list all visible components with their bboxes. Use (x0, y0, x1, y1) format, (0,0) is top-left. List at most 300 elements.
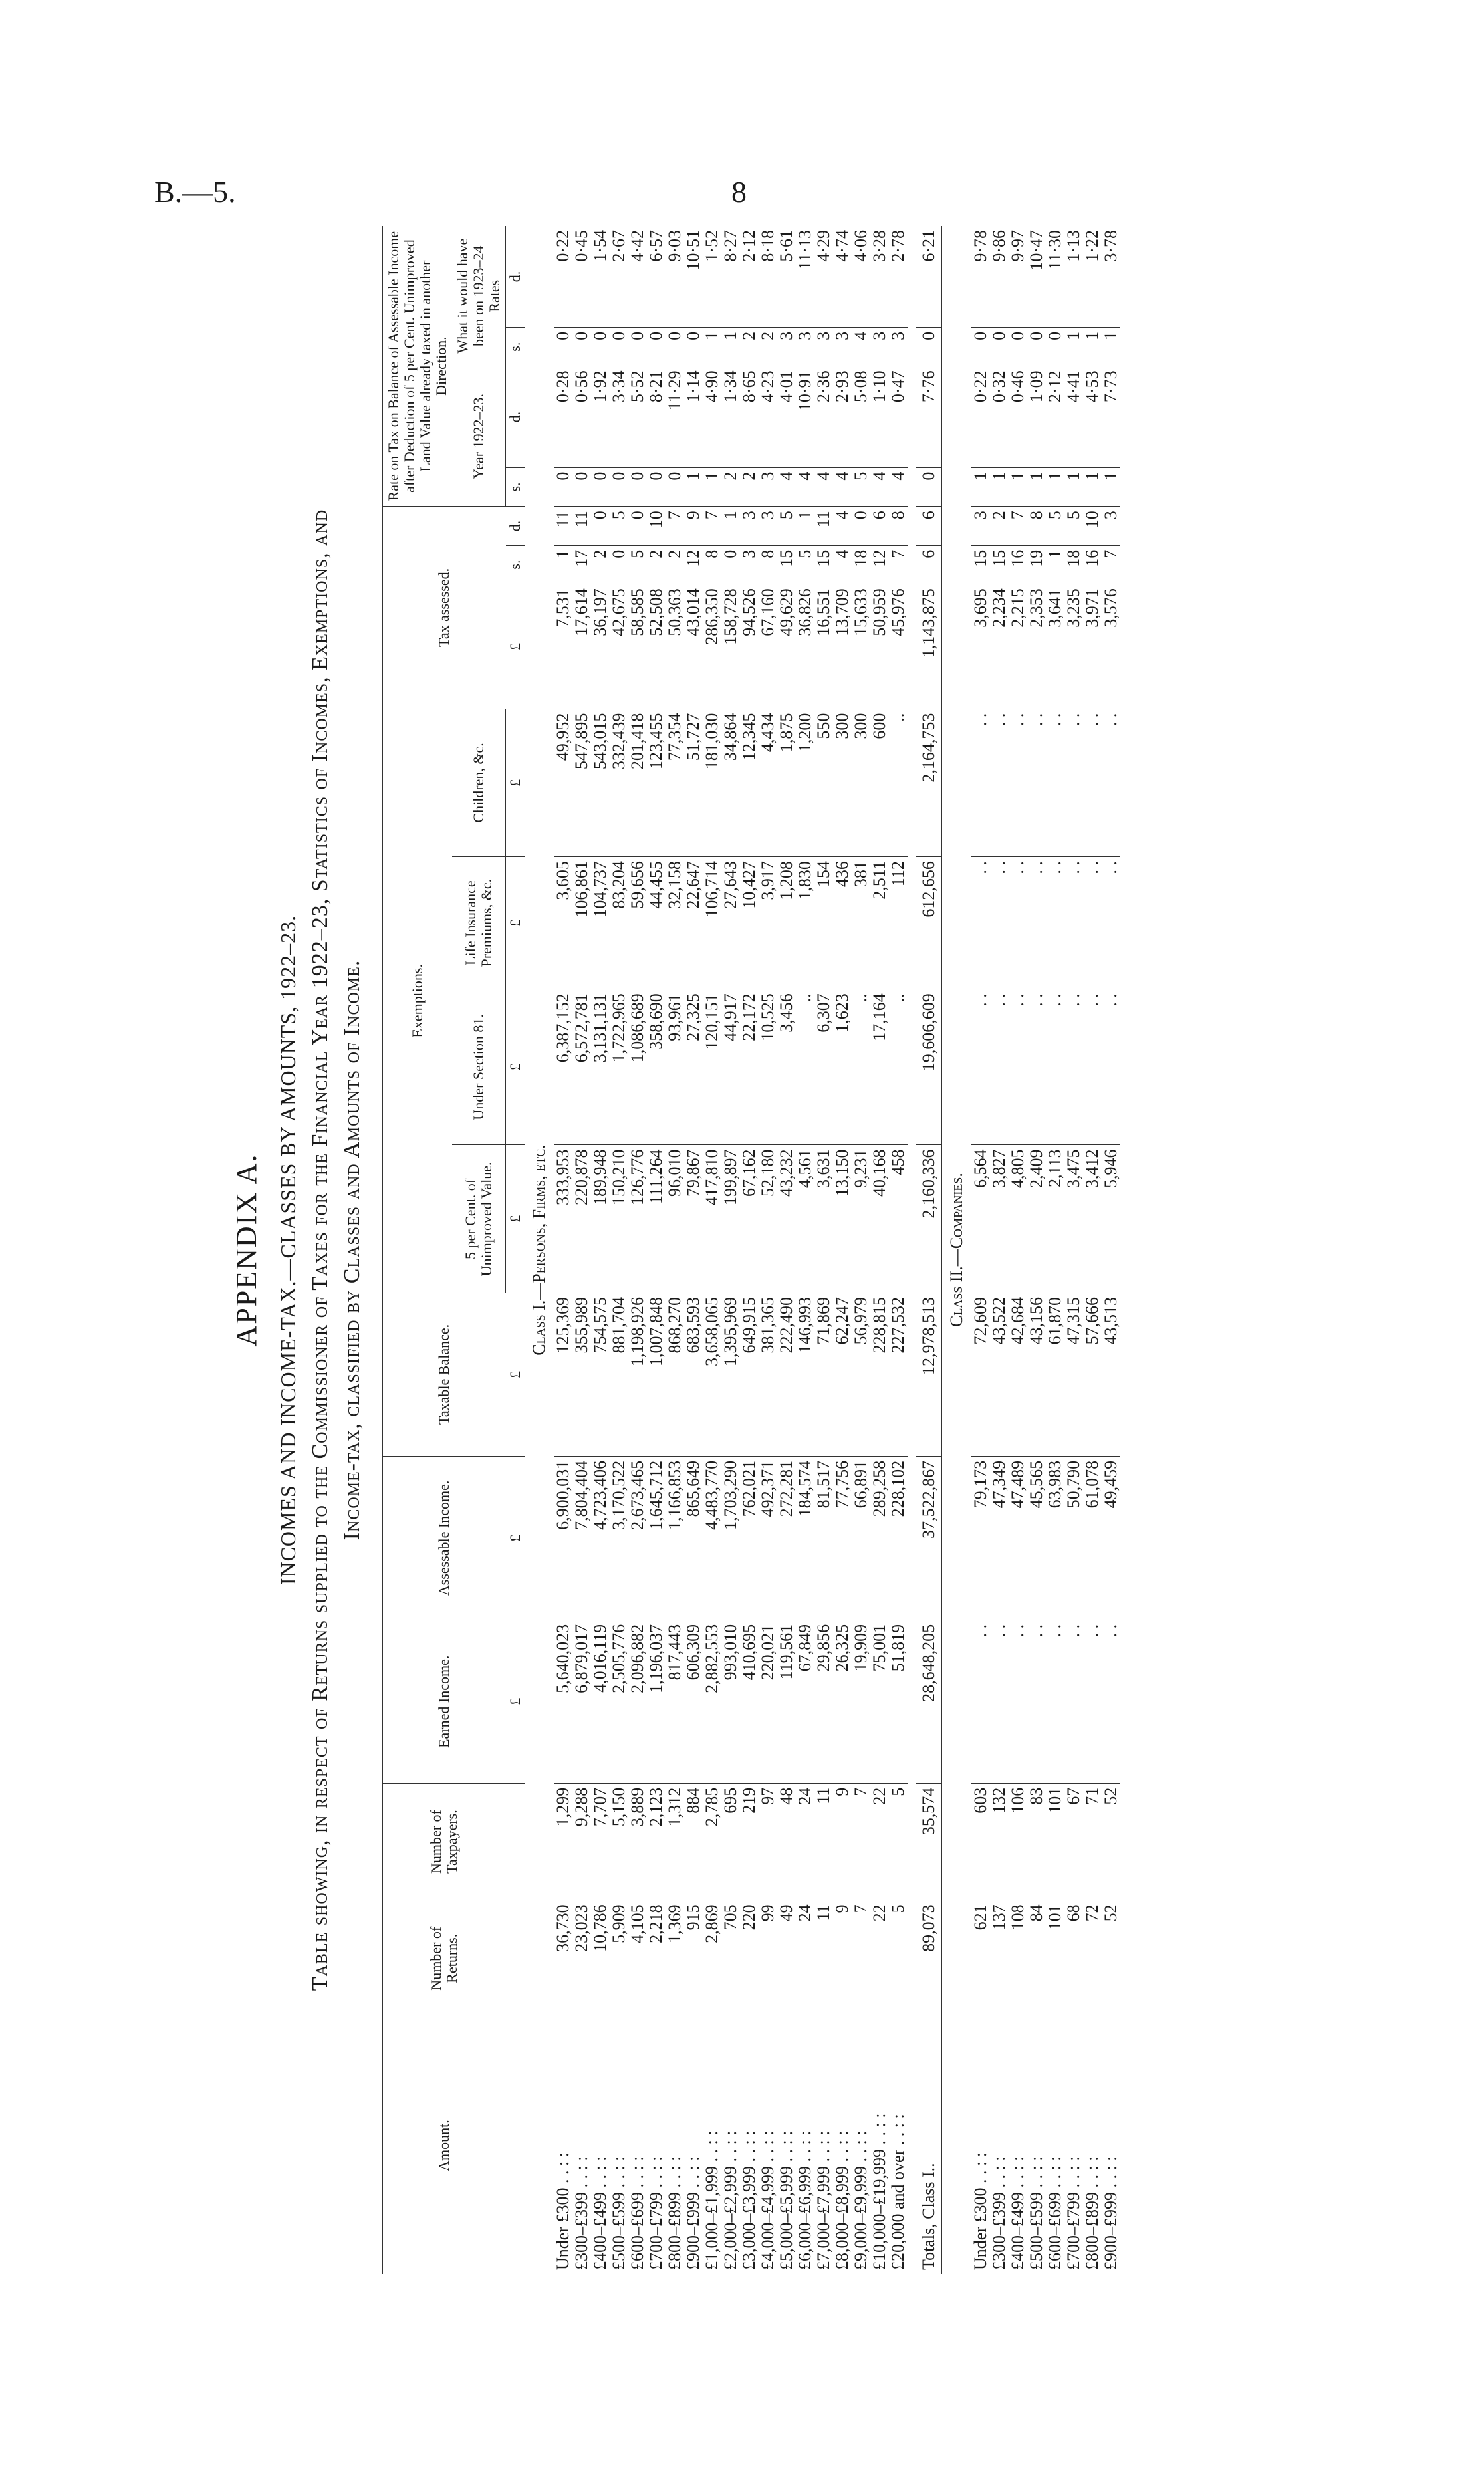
tax-shillings-cell: 18 (1064, 545, 1083, 584)
tax-shillings-cell: 16 (1083, 545, 1102, 584)
returns-cell: 2,869 (703, 1900, 721, 2017)
taxable-balance-cell: 43,522 (990, 1293, 1009, 1456)
rate-2324-shillings-cell: 0 (572, 327, 591, 366)
rate-2223-pence-cell: 0·22 (971, 366, 990, 467)
unit-shillings: s. (506, 467, 525, 507)
taxpayers-cell: 5,150 (610, 1783, 628, 1900)
life-insurance-cell: . . (1027, 857, 1046, 989)
rate-2324-shillings-cell: 3 (833, 327, 852, 366)
header-returns: Number of Returns. (383, 1900, 506, 2017)
rate-2223-pence-cell: 4·53 (1083, 366, 1102, 467)
rate-2223-pence-cell: 1·09 (1027, 366, 1046, 467)
five-percent-cell: 43,232 (777, 1145, 796, 1293)
section-81-cell: 6,387,152 (554, 989, 572, 1145)
taxpayers-cell: 106 (1009, 1783, 1027, 1900)
amount-cell: £2,000–£2,999 . . : : (721, 2130, 740, 2270)
children-cell: 550 (814, 709, 833, 857)
five-percent-cell: 9,231 (852, 1145, 870, 1293)
header-rate: Rate on Tax on Balance of Assessable Income after Deduction of 5 per Cent. Unimproved Land Value already taxed in another Direction. (383, 226, 453, 507)
rate-2223-pence-cell: 10·91 (796, 366, 814, 467)
returns-cell: 23,023 (572, 1900, 591, 2017)
tax-shillings-cell: 2 (666, 545, 684, 584)
earned-income-cell: 51,819 (889, 1620, 908, 1783)
taxpayers-cell: 97 (759, 1783, 777, 1900)
rate-2223-shillings-cell: 1 (1046, 467, 1064, 507)
table-row (777, 226, 796, 2274)
five-percent-cell: 3,631 (814, 1145, 833, 1293)
unit-shillings: s. (506, 545, 525, 584)
life-insurance-cell: 3,605 (554, 857, 572, 989)
header-exemptions: Exemptions. (383, 709, 453, 1293)
earned-income-cell: . . (1102, 1620, 1120, 1783)
section-81-cell: . . (1102, 989, 1120, 1145)
taxable-balance-cell: 227,532 (889, 1293, 908, 1456)
taxable-balance-cell: 57,666 (1083, 1293, 1102, 1456)
assessable-income-cell: 49,459 (1102, 1456, 1120, 1620)
taxpayers-cell: 7,707 (591, 1783, 610, 1900)
tax-pence-cell: 3 (971, 507, 990, 546)
page-reference: B.—5. (154, 175, 236, 209)
tax-pence-cell: 10 (1083, 507, 1102, 546)
rate-2223-shillings-cell: 1 (1102, 467, 1120, 507)
tax-shillings-cell: 1 (1046, 545, 1064, 584)
five-percent-cell: 67,162 (740, 1145, 759, 1293)
section-81-cell: . . (1009, 989, 1027, 1145)
taxable-balance-cell: 125,369 (554, 1293, 572, 1456)
earned-income-cell: 2,096,882 (628, 1620, 647, 1783)
tax-pence-cell: 1 (796, 507, 814, 546)
amount-cell: £9,000–£9,999 . . : : (851, 2130, 870, 2270)
returns-cell: 24 (796, 1900, 814, 2017)
earned-income-cell: . . (1083, 1620, 1102, 1783)
tax-shillings-cell: 18 (852, 545, 870, 584)
tax-pounds-cell: 16,551 (814, 584, 833, 709)
tax-pounds-cell: 158,728 (721, 584, 740, 709)
rate-2324-pence-cell: 9·86 (990, 226, 1009, 327)
assessable-income-cell: 61,078 (1083, 1456, 1102, 1620)
tax-pounds-cell: 3,695 (971, 584, 990, 709)
tax-shillings-cell: 4 (833, 545, 852, 584)
rate-2324-pence-cell: 2·67 (610, 226, 628, 327)
life-insurance-cell: 436 (833, 857, 852, 989)
rate-2324-pence-cell: 4·42 (628, 226, 647, 327)
section-81-cell: 1,086,689 (628, 989, 647, 1145)
tax-pounds-cell: 43,014 (684, 584, 703, 709)
section-title-row (525, 226, 554, 2274)
rate-2324-pence-cell: 9·97 (1009, 226, 1027, 327)
rate-2223-pence-cell: 0·56 (572, 366, 591, 467)
unit-pence: d. (506, 507, 525, 546)
returns-cell: 72 (1083, 1900, 1102, 2017)
tax-shillings-cell: 5 (628, 545, 647, 584)
five-percent-cell: 150,210 (610, 1145, 628, 1293)
rate-2324-shillings-cell: 1 (703, 327, 721, 366)
taxpayers-cell: 9,288 (572, 1783, 591, 1900)
rate-2324-pence-cell: 1·22 (1083, 226, 1102, 327)
life-insurance-cell: 83,204 (610, 857, 628, 989)
children-cell: 49,952 (554, 709, 572, 857)
rate-2324-shillings-cell: 0 (1009, 327, 1027, 366)
rate-2324-pence-cell: 3·28 (870, 226, 889, 327)
rate-2223-shillings-cell: 0 (647, 467, 666, 507)
rate-2324-pence-cell: 10·47 (1027, 226, 1046, 327)
five-percent-cell: 126,776 (628, 1145, 647, 1293)
assessable-income-cell: 1,645,712 (647, 1456, 666, 1620)
taxpayers-cell: 2,123 (647, 1783, 666, 1900)
taxable-balance-cell: 56,979 (852, 1293, 870, 1456)
rate-2324-pence-cell: 4·06 (852, 226, 870, 327)
taxable-balance-cell: 381,365 (759, 1293, 777, 1456)
taxpayers-cell: 219 (740, 1783, 759, 1900)
rate-2324-shillings-cell: 2 (759, 327, 777, 366)
assessable-income-cell: 6,900,031 (554, 1456, 572, 1620)
rate-2223-shillings-cell: 4 (814, 467, 833, 507)
assessable-income-cell: 47,489 (1009, 1456, 1027, 1620)
table-row (852, 226, 870, 2274)
rate-2223-shillings-cell: 1 (1064, 467, 1083, 507)
unit-shillings: s. (506, 327, 525, 366)
tax-pounds-cell: 3,576 (1102, 584, 1120, 709)
earned-income-cell: 993,010 (721, 1620, 740, 1783)
table-row (1102, 226, 1120, 2274)
amount-cell: £3,000–£3,999 . . : : (739, 2130, 759, 2270)
table-row (684, 226, 703, 2274)
tax-pounds-cell: 50,363 (666, 584, 684, 709)
tax-pounds-cell: 3,641 (1046, 584, 1064, 709)
earned-income-cell: . . (1027, 1620, 1046, 1783)
header-taxable-balance: Taxable Balance. (383, 1293, 506, 1456)
taxable-balance-cell: 3,658,065 (703, 1293, 721, 1456)
children-cell: 300 (833, 709, 852, 857)
life-insurance-cell: 104,737 (591, 857, 610, 989)
five-percent-cell: 3,827 (990, 1145, 1009, 1293)
tax-pence-cell: 7 (703, 507, 721, 546)
five-percent-cell: 3,475 (1064, 1145, 1083, 1293)
table-row (990, 226, 1009, 2274)
five-percent-cell: 2,160,336 (916, 1145, 942, 1293)
section-81-cell: 6,572,781 (572, 989, 591, 1145)
amount-cell: £800–£899 . . : : (665, 2156, 684, 2270)
tax-pence-cell: 11 (814, 507, 833, 546)
section-81-cell: 358,690 (647, 989, 666, 1145)
five-percent-cell: 3,412 (1083, 1145, 1102, 1293)
earned-income-cell: 119,561 (777, 1620, 796, 1783)
section-81-cell: 3,131,131 (591, 989, 610, 1145)
life-insurance-cell: 381 (852, 857, 870, 989)
life-insurance-cell: 154 (814, 857, 833, 989)
taxpayers-cell: 5 (889, 1783, 908, 1900)
rate-2324-shillings-cell: 1 (1102, 327, 1120, 366)
rate-2223-pence-cell: 1·14 (684, 366, 703, 467)
tax-pounds-cell: 94,526 (740, 584, 759, 709)
table-row (796, 226, 814, 2274)
taxable-balance-cell: 1,198,926 (628, 1293, 647, 1456)
taxpayers-cell: 83 (1027, 1783, 1046, 1900)
tax-shillings-cell: 3 (740, 545, 759, 584)
header-1923-24-rates: What it would have been on 1923–24 Rates (452, 226, 506, 366)
amount-cell: £600–£699 . . : : (1045, 2156, 1064, 2270)
tax-pence-cell: 11 (554, 507, 572, 546)
amount-cell: £300–£399 . . : : (572, 2156, 591, 2270)
taxpayers-cell: 101 (1046, 1783, 1064, 1900)
children-cell: 123,455 (647, 709, 666, 857)
taxable-balance-cell: 61,870 (1046, 1293, 1064, 1456)
section-81-cell: . . (1046, 989, 1064, 1145)
section-81-cell: 19,606,609 (916, 989, 942, 1145)
section-81-cell: . . (1083, 989, 1102, 1145)
tax-shillings-cell: 15 (777, 545, 796, 584)
caption-line-1: Table showing, in respect of Returns supplied to the Commissioner of Taxes for the Financial Year 1922–23, Statistics of Incomes, Exemptions, and (308, 509, 332, 1991)
section-81-cell: 22,172 (740, 989, 759, 1145)
children-cell: . . (1009, 709, 1027, 857)
unit-pence: d. (506, 366, 525, 467)
section-title: Class II.—Companies. (947, 1173, 966, 1327)
rate-2324-pence-cell: 8·18 (759, 226, 777, 327)
assessable-income-cell: 762,021 (740, 1456, 759, 1620)
rate-2324-pence-cell: 1·13 (1064, 226, 1083, 327)
amount-cell: £500–£599 . . : : (1027, 2156, 1046, 2270)
rate-2223-pence-cell: 1·34 (721, 366, 740, 467)
tax-pounds-cell: 42,675 (610, 584, 628, 709)
five-percent-cell: 417,810 (703, 1145, 721, 1293)
children-cell: 1,875 (777, 709, 796, 857)
tax-pence-cell: 1 (721, 507, 740, 546)
rate-2223-pence-cell: 4·01 (777, 366, 796, 467)
section-81-cell: .. (852, 989, 870, 1145)
tax-shillings-cell: 15 (990, 545, 1009, 584)
section-81-cell: .. (889, 989, 908, 1145)
section-81-cell: 27,325 (684, 989, 703, 1145)
rate-2223-pence-cell: 2·93 (833, 366, 852, 467)
rate-2324-pence-cell: 5·61 (777, 226, 796, 327)
rate-2223-pence-cell: 0·46 (1009, 366, 1027, 467)
rate-2324-shillings-cell: 3 (777, 327, 796, 366)
tax-shillings-cell: 17 (572, 545, 591, 584)
taxpayers-cell: 695 (721, 1783, 740, 1900)
tax-pounds-cell: 2,215 (1009, 584, 1027, 709)
life-insurance-cell: 112 (889, 857, 908, 989)
rate-2324-shillings-cell: 4 (852, 327, 870, 366)
header-taxpayers: Number of Taxpayers. (383, 1783, 506, 1900)
returns-cell: 10,786 (591, 1900, 610, 2017)
tax-pence-cell: 5 (1046, 507, 1064, 546)
tax-pounds-cell: 67,160 (759, 584, 777, 709)
amount-cell: £10,000–£19,999 . . : : (870, 2113, 889, 2270)
earned-income-cell: 606,309 (684, 1620, 703, 1783)
assessable-income-cell: 4,723,406 (591, 1456, 610, 1620)
caption-line-2: Income-tax, classified by Classes and Amounts of Income. (340, 959, 364, 1541)
tax-pounds-cell: 15,633 (852, 584, 870, 709)
returns-cell: 7 (852, 1900, 870, 2017)
returns-cell: 36,730 (554, 1900, 572, 2017)
five-percent-cell: 40,168 (870, 1145, 889, 1293)
rate-2324-pence-cell: 9·03 (666, 226, 684, 327)
life-insurance-cell: . . (1083, 857, 1102, 989)
earned-income-cell: 28,648,205 (916, 1620, 942, 1783)
rate-2324-shillings-cell: 0 (610, 327, 628, 366)
header-tax-assessed: Tax assessed. (383, 507, 506, 709)
tax-shillings-cell: 5 (796, 545, 814, 584)
amount-cell: £8,000–£8,999 . . : : (832, 2130, 852, 2270)
rate-2324-shillings-cell: 0 (647, 327, 666, 366)
tax-pence-cell: 3 (759, 507, 777, 546)
life-insurance-cell: . . (971, 857, 990, 989)
earned-income-cell: 75,001 (870, 1620, 889, 1783)
rate-2223-shillings-cell: 5 (852, 467, 870, 507)
rate-2223-shillings-cell: 2 (721, 467, 740, 507)
table-row (647, 226, 666, 2274)
returns-cell: 915 (684, 1900, 703, 2017)
returns-cell: 101 (1046, 1900, 1064, 2017)
returns-cell: 2,218 (647, 1900, 666, 2017)
earned-income-cell: 6,879,017 (572, 1620, 591, 1783)
assessable-income-cell: 1,703,290 (721, 1456, 740, 1620)
table-row (971, 226, 990, 2274)
section-81-cell: 3,456 (777, 989, 796, 1145)
rate-2223-pence-cell: 2·12 (1046, 366, 1064, 467)
taxable-balance-cell: 1,007,848 (647, 1293, 666, 1456)
tax-pounds-cell: 3,235 (1064, 584, 1083, 709)
children-cell: 34,864 (721, 709, 740, 857)
rate-2223-shillings-cell: 1 (1083, 467, 1102, 507)
table-row (740, 226, 759, 2274)
amount-cell: £900–£999 . . : : (683, 2156, 703, 2270)
life-insurance-cell: 44,455 (647, 857, 666, 989)
rate-2223-shillings-cell: 1 (703, 467, 721, 507)
children-cell: . . (971, 709, 990, 857)
rate-2223-pence-cell: 2·36 (814, 366, 833, 467)
taxable-balance-cell: 42,684 (1009, 1293, 1027, 1456)
section-title: Class I.—Persons, Firms, etc. (529, 1144, 549, 1356)
tax-pounds-cell: 58,585 (628, 584, 647, 709)
rate-2223-shillings-cell: 2 (740, 467, 759, 507)
assessable-income-cell: 289,258 (870, 1456, 889, 1620)
children-cell: 181,030 (703, 709, 721, 857)
tax-pounds-cell: 286,350 (703, 584, 721, 709)
table-row (554, 226, 572, 2274)
rate-2223-pence-cell: 5·08 (852, 366, 870, 467)
life-insurance-cell: 3,917 (759, 857, 777, 989)
returns-cell: 11 (814, 1900, 833, 2017)
earned-income-cell: . . (1064, 1620, 1083, 1783)
rate-2223-pence-cell: 4·90 (703, 366, 721, 467)
rate-2223-pence-cell: 5·52 (628, 366, 647, 467)
life-insurance-cell: 27,643 (721, 857, 740, 989)
taxable-balance-cell: 43,513 (1102, 1293, 1120, 1456)
rate-2324-pence-cell: 1·54 (591, 226, 610, 327)
tax-shillings-cell: 7 (889, 545, 908, 584)
rate-2223-pence-cell: 7·73 (1102, 366, 1120, 467)
tax-shillings-cell: 0 (610, 545, 628, 584)
five-percent-cell: 4,805 (1009, 1145, 1027, 1293)
earned-income-cell: 1,196,037 (647, 1620, 666, 1783)
rotated-table-area (229, 226, 1353, 2274)
rate-2324-shillings-cell: 3 (889, 327, 908, 366)
rate-2223-shillings-cell: 0 (554, 467, 572, 507)
life-insurance-cell: 106,714 (703, 857, 721, 989)
earned-income-cell: 220,021 (759, 1620, 777, 1783)
unit-pound: £ (506, 584, 525, 709)
earned-income-cell: 410,695 (740, 1620, 759, 1783)
returns-cell: 68 (1064, 1900, 1083, 2017)
tax-shillings-cell: 16 (1009, 545, 1027, 584)
table-row (833, 226, 852, 2274)
children-cell: . . (1083, 709, 1102, 857)
header-children: Children, &c. (452, 709, 506, 857)
earned-income-cell: . . (1009, 1620, 1027, 1783)
taxpayers-cell: 9 (833, 1783, 852, 1900)
taxpayers-cell: 35,574 (916, 1783, 942, 1900)
five-percent-cell: 5,946 (1102, 1145, 1120, 1293)
page-number: 8 (731, 175, 747, 209)
returns-cell: 621 (971, 1900, 990, 2017)
earned-income-cell: 29,856 (814, 1620, 833, 1783)
rate-2324-shillings-cell: 0 (916, 327, 942, 366)
tax-pounds-cell: 17,614 (572, 584, 591, 709)
assessable-income-cell: 865,649 (684, 1456, 703, 1620)
rate-2324-pence-cell: 4·29 (814, 226, 833, 327)
earned-income-cell: 67,849 (796, 1620, 814, 1783)
rate-2324-pence-cell: 1·52 (703, 226, 721, 327)
five-percent-cell: 6,564 (971, 1145, 990, 1293)
tax-pounds-cell: 52,508 (647, 584, 666, 709)
life-insurance-cell: . . (990, 857, 1009, 989)
children-cell: . . (1102, 709, 1120, 857)
unit-pound: £ (506, 857, 525, 989)
children-cell: 2,164,753 (916, 709, 942, 857)
taxable-balance-cell: 683,593 (684, 1293, 703, 1456)
rate-2324-shillings-cell: 0 (1027, 327, 1046, 366)
life-insurance-cell: . . (1009, 857, 1027, 989)
earned-income-cell: . . (1046, 1620, 1064, 1783)
amount-cell: Totals, Class I.. (916, 2017, 942, 2274)
rate-2324-shillings-cell: 0 (990, 327, 1009, 366)
tax-pounds-cell: 1,143,875 (916, 584, 942, 709)
section-81-cell: 17,164 (870, 989, 889, 1145)
totals-row (916, 226, 942, 2274)
tax-shillings-cell: 19 (1027, 545, 1046, 584)
rate-2324-shillings-cell: 3 (814, 327, 833, 366)
five-percent-cell: 199,897 (721, 1145, 740, 1293)
taxable-balance-cell: 62,247 (833, 1293, 852, 1456)
rate-2324-shillings-cell: 0 (684, 327, 703, 366)
rate-2324-shillings-cell: 0 (666, 327, 684, 366)
tax-pounds-cell: 13,709 (833, 584, 852, 709)
taxpayers-cell: 1,299 (554, 1783, 572, 1900)
table-body (506, 226, 1121, 2274)
earned-income-cell: . . (971, 1620, 990, 1783)
rate-2324-pence-cell: 11·30 (1046, 226, 1064, 327)
taxpayers-cell: 7 (852, 1783, 870, 1900)
five-percent-cell: 189,948 (591, 1145, 610, 1293)
table-row (1027, 226, 1046, 2274)
header-earned-income: Earned Income. (383, 1620, 506, 1783)
section-81-cell: 1,722,965 (610, 989, 628, 1145)
taxable-balance-cell: 754,575 (591, 1293, 610, 1456)
tax-shillings-cell: 12 (684, 545, 703, 584)
amount-cell: £4,000–£4,999 . . : : (758, 2130, 777, 2270)
rate-2324-pence-cell: 2·78 (889, 226, 908, 327)
amount-cell: £400–£499 . . : : (1008, 2156, 1027, 2270)
unit-pound: £ (506, 989, 525, 1145)
taxpayers-cell: 2,785 (703, 1783, 721, 1900)
returns-cell: 4,105 (628, 1900, 647, 2017)
assessable-income-cell: 63,983 (1046, 1456, 1064, 1620)
life-insurance-cell: . . (1102, 857, 1120, 989)
table-row (610, 226, 628, 2274)
children-cell: .. (889, 709, 908, 857)
rate-2324-pence-cell: 10·51 (684, 226, 703, 327)
